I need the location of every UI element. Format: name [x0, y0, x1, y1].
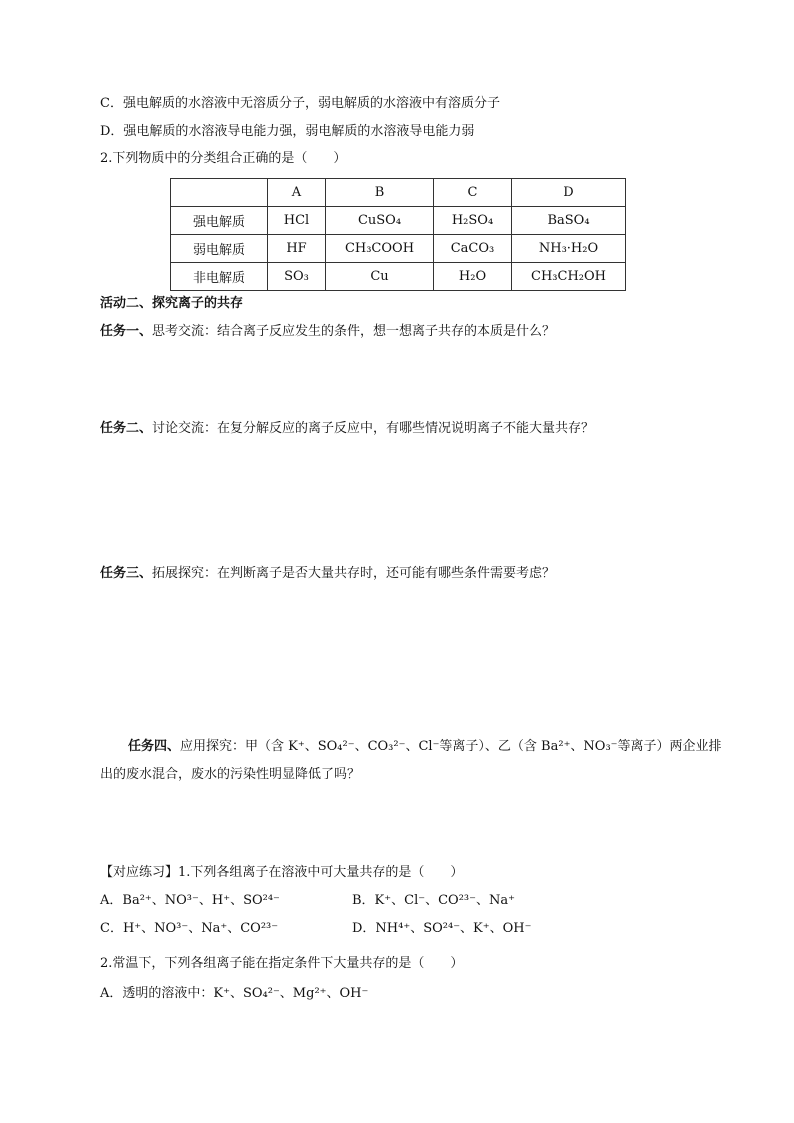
table-cell: H₂O — [434, 263, 512, 291]
task-4 — [128, 738, 722, 756]
question-2: 2.下列物质中的分类组合正确的是（ ） — [100, 151, 347, 166]
practice-q1-option-c: C．H⁺、NO³⁻、Na⁺、CO²³⁻ — [100, 921, 279, 936]
table-cell: SO₃ — [268, 263, 326, 291]
table-cell: CuSO₄ — [326, 207, 434, 235]
practice-q2-option-a: A．透明的溶液中：K⁺、SO₄²⁻、Mg²⁺、OH⁻ — [100, 986, 369, 1001]
task-2 — [100, 420, 594, 438]
task-3-text: 拓展探究：在判断离子是否大量共存时，还可能有哪些条件需要考虑？ — [152, 566, 556, 581]
table-header-cell: C — [434, 179, 512, 207]
option-d: D．强电解质的水溶液导电能力强，弱电解质的水溶液导电能力弱 — [100, 124, 475, 139]
table-cell: 非电解质 — [171, 263, 268, 291]
task-1-text: 思考交流：结合离子反应发生的条件，想一想离子共存的本质是什么？ — [152, 324, 556, 339]
table-header-cell — [171, 179, 268, 207]
table-cell: Cu — [326, 263, 434, 291]
table-row — [171, 207, 626, 235]
table-cell: 弱电解质 — [171, 235, 268, 263]
task-4-label: 任务四、 — [128, 739, 181, 754]
task-2-label: 任务二、 — [100, 421, 153, 436]
task-3-label: 任务三、 — [100, 566, 153, 581]
table-cell: HF — [268, 235, 326, 263]
classification-table — [170, 178, 626, 291]
task-4-continued: 出的废水混合，废水的污染性明显降低了吗？ — [100, 767, 361, 782]
table-header-cell: D — [512, 179, 626, 207]
task-1 — [100, 323, 555, 341]
practice-question-2: 2.常温下，下列各组离子能在指定条件下大量共存的是（ ） — [100, 956, 464, 971]
table-row — [171, 263, 626, 291]
table-header-row — [171, 179, 626, 207]
table-row — [171, 235, 626, 263]
table-header-cell: B — [326, 179, 434, 207]
practice-question-1: 【对应练习】1.下列各组离子在溶液中可大量共存的是（ ） — [100, 865, 464, 880]
activity-2-heading: 活动二、探究离子的共存 — [100, 296, 244, 311]
task-1-label: 任务一、 — [100, 324, 153, 339]
option-c: C．强电解质的水溶液中无溶质分子，弱电解质的水溶液中有溶质分子 — [100, 96, 500, 111]
table-cell: HCl — [268, 207, 326, 235]
table-cell: H₂SO₄ — [434, 207, 512, 235]
table-cell: 强电解质 — [171, 207, 268, 235]
practice-q1-option-d: D．NH⁴⁺、SO²⁴⁻、K⁺、OH⁻ — [352, 921, 532, 936]
practice-q1-option-b: B．K⁺、Cl⁻、CO²³⁻、Na⁺ — [352, 893, 515, 908]
table-cell: CH₃CH₂OH — [512, 263, 626, 291]
table-cell: CH₃COOH — [326, 235, 434, 263]
task-2-text: 讨论交流：在复分解反应的离子反应中，有哪些情况说明离子不能大量共存？ — [152, 421, 595, 436]
table-cell: CaCO₃ — [434, 235, 512, 263]
task-4-text: 应用探究：甲（含 K⁺、SO₄²⁻、CO₃²⁻、Cl⁻等离子）、乙（含 Ba²⁺、NO₃⁻等离子）两企业排 — [180, 739, 722, 754]
table-cell: BaSO₄ — [512, 207, 626, 235]
task-3 — [100, 565, 555, 583]
table-cell: NH₃·H₂O — [512, 235, 626, 263]
practice-q1-option-a: A．Ba²⁺、NO³⁻、H⁺、SO²⁴⁻ — [100, 893, 280, 908]
table-header-cell: A — [268, 179, 326, 207]
